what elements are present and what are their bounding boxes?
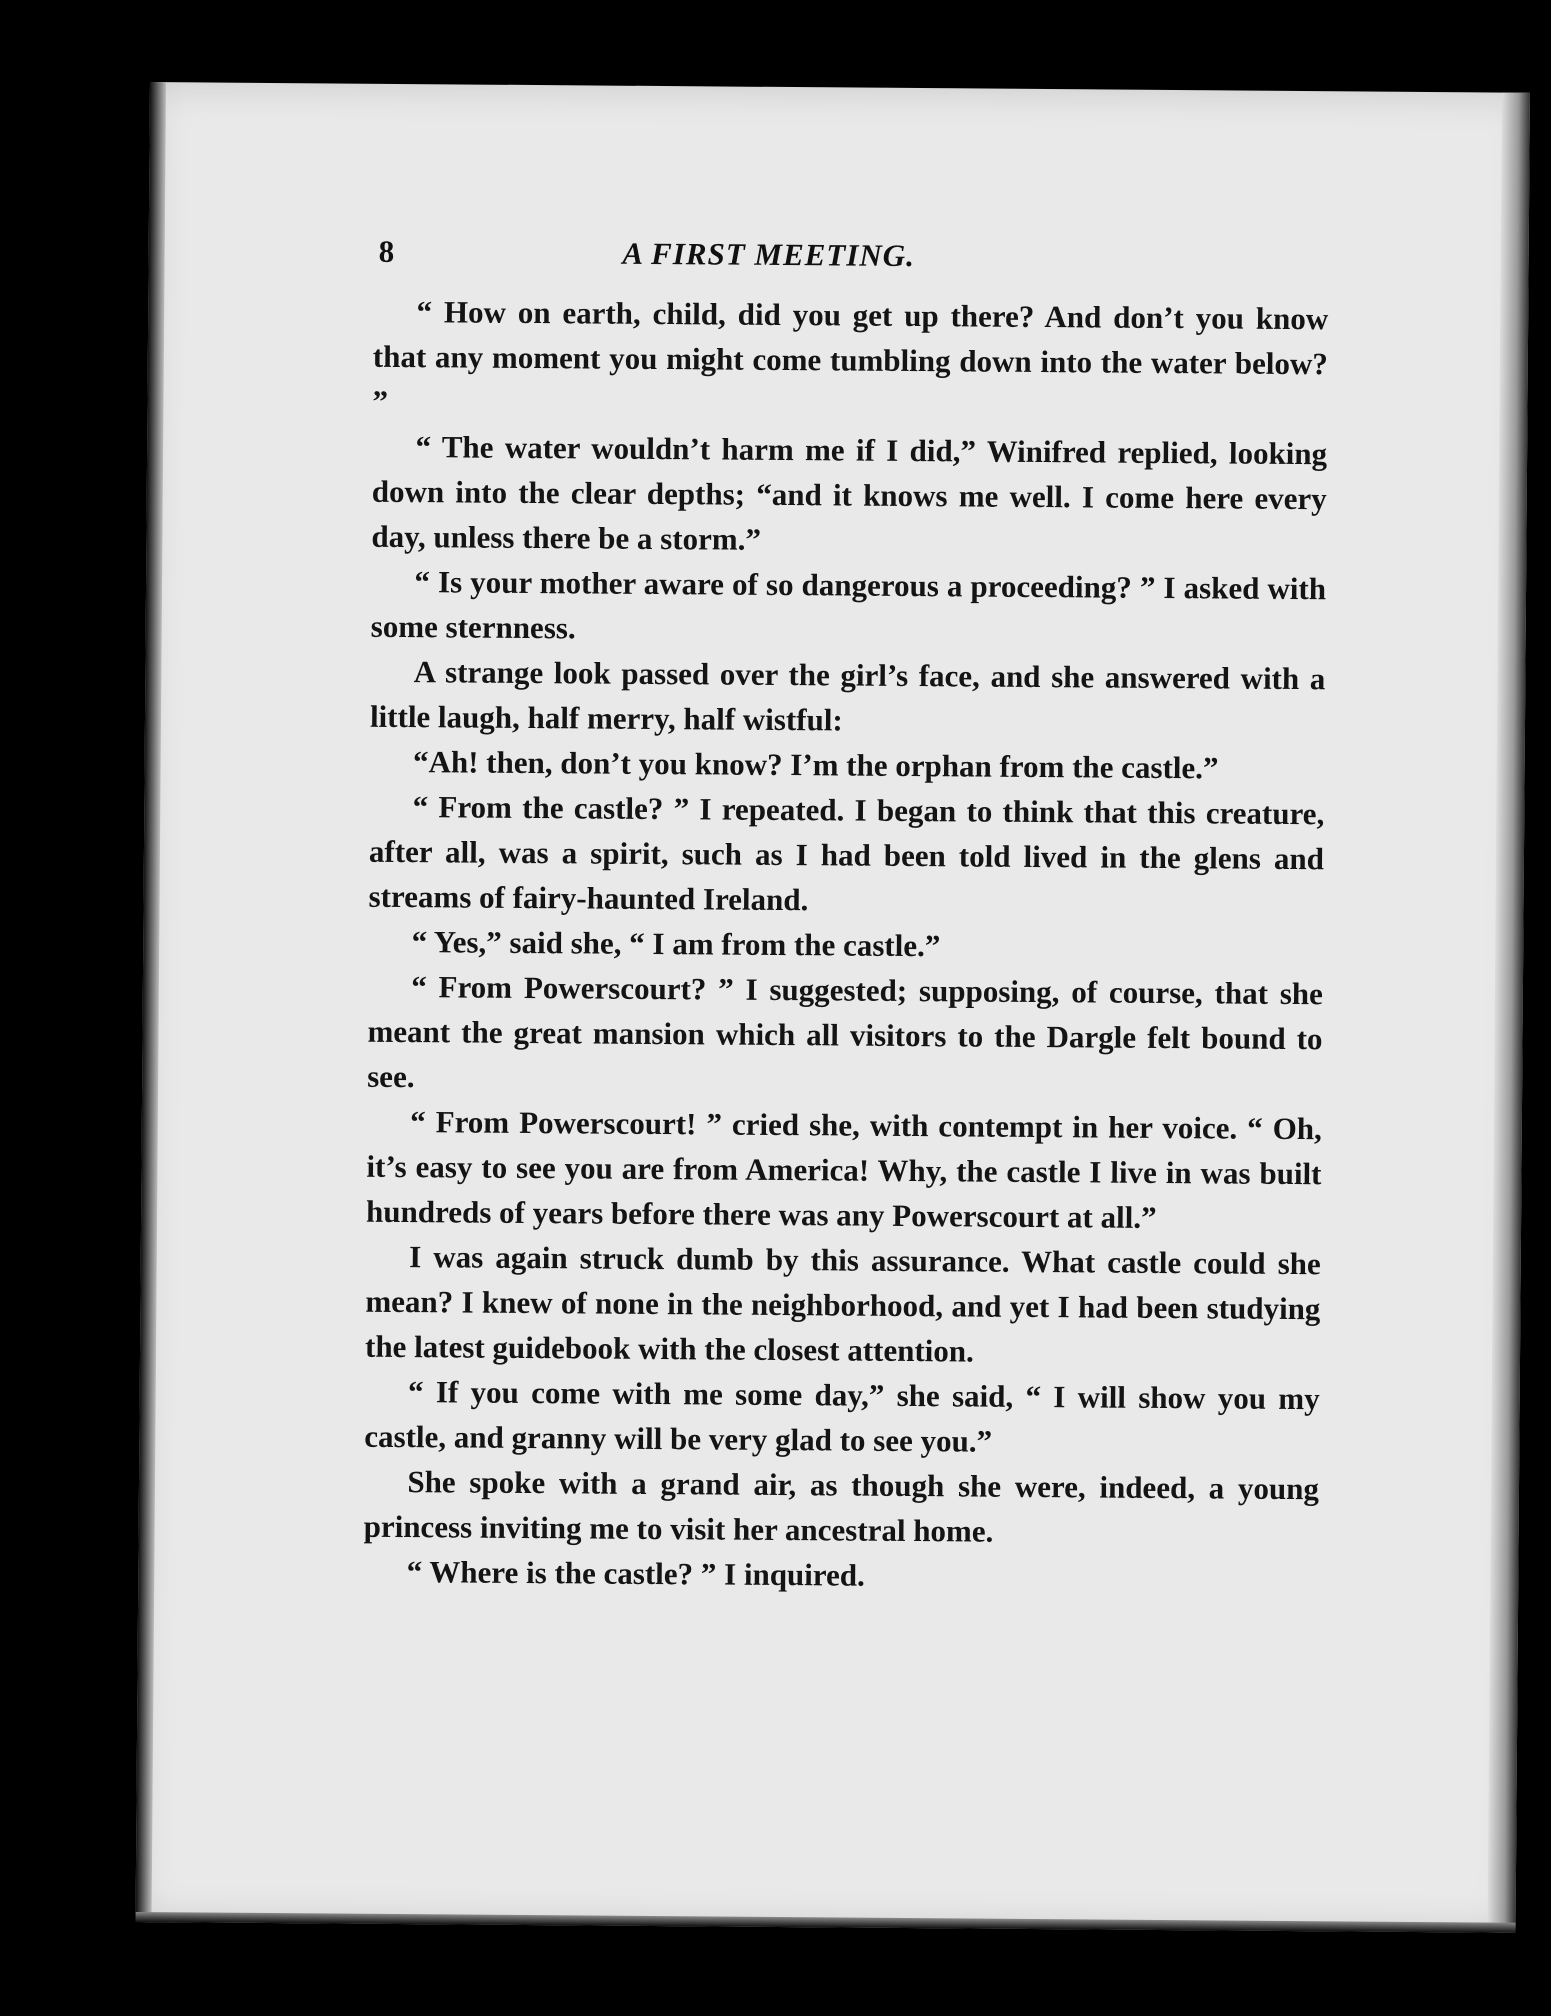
book-page <box>136 82 1530 1933</box>
page-number: 8 <box>378 233 395 269</box>
body-text <box>363 289 1328 1601</box>
paragraph: She spoke with a grand air, as though she were, indeed, a young princess inviting me to visit her ancestral home. <box>363 1464 1320 1549</box>
paragraph: “ From Powerscourt? ” I suggested; supposing, of course, that she meant the great mansion which all visitors to the Dargle felt bound to see. <box>367 969 1324 1095</box>
paragraph: “ Where is the castle? ” I inquired. <box>406 1554 865 1593</box>
page-fore-edge <box>1488 93 1530 1933</box>
paragraph: A strange look passed over the girl’s face, and she answered with a little laugh, half merry, half wistful: <box>369 654 1326 738</box>
paragraph: “ If you come with me some day,” she said, “ I will show you my castle, and granny will be very glad to see you.” <box>364 1374 1320 1459</box>
paragraph: “ Yes,” said she, “ I am from the castle.” <box>411 924 941 964</box>
paragraph: “ The water wouldn’t harm me if I did,” Winifred replied, looking down into the clear depths; “and it knows me well. I come here every day, unless there be a storm.” <box>371 429 1328 557</box>
page-header <box>378 234 1158 290</box>
page-bottom-edge <box>136 1912 1516 1933</box>
paragraph: “ From Powerscourt! ” cried she, with contempt in her voice. “ Oh, it’s easy to see you are from America! Why, the castle I live in was built hundreds of years before there was any Powerscourt at all.” <box>366 1104 1322 1235</box>
paragraph: “ From the castle? ” I repeated. I began to think that this creature, after all, was a spirit, such as I had been told lived in the glens and streams of fairy-haunted Ireland. <box>368 789 1325 918</box>
paragraph: I was again struck dumb by this assurance. What castle could she mean? I knew of none in the neighborhood, and yet I had been studying the latest guidebook with the closest attention. <box>364 1239 1321 1369</box>
paragraph: “Ah! then, don’t you know? I’m the orphan from the castle.” <box>412 744 1219 786</box>
running-title: A FIRST MEETING. <box>622 235 916 274</box>
book-binding-edge <box>136 82 166 1922</box>
paragraph: “ Is your mother aware of so dangerous a proceeding? ” I asked with some sternness. <box>370 564 1327 646</box>
paragraph: “ How on earth, child, did you get up there? And don’t you know that any moment you might come tumbling down into the water below? ” <box>372 294 1329 419</box>
